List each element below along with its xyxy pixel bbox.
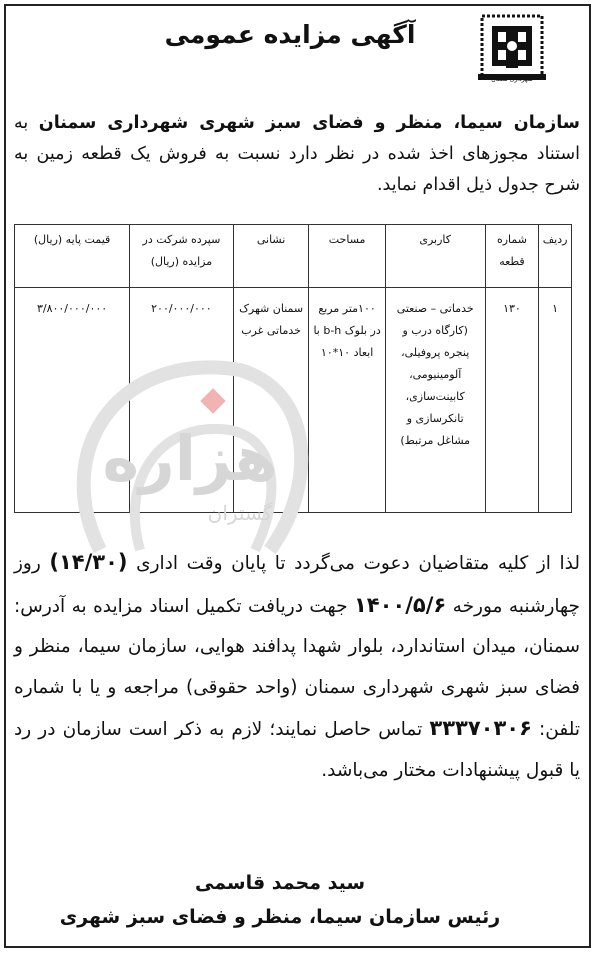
header-area: مساحت <box>309 225 385 288</box>
body-paragraph <box>14 542 580 791</box>
deadline-time: (۱۴/۳۰) <box>49 550 128 574</box>
cell-number: ۱۳۰ <box>485 288 539 513</box>
body-text-1: لذا از کلیه متقاضیان دعوت می‌گردد تا پایان وقت اداری <box>127 553 580 574</box>
header-usage: کاربری <box>385 225 485 288</box>
header-address: نشانی <box>233 225 309 288</box>
cell-area: ۱۰۰متر مربع در بلوک b-h با ابعاد ۱۰*۱۰ <box>309 288 385 513</box>
header-base-price: قیمت پایه (ریال) <box>15 225 130 288</box>
body-text-3: جهت دریافت تکمیل اسناد مزایده به آدرس: سمنان، میدان استاندارد، بلوار شهدا پدافند هوایی، سازمان سیما، منظر و فضای سبز شهری شهرداری سمنان (واحد حقوقی) مراجعه و یا با شماره تلفن: <box>14 595 580 740</box>
header-number: شماره قطعه <box>485 225 539 288</box>
header-radif: ردیف <box>539 225 572 288</box>
signer-title: رئیس سازمان سیما، منظر و فضای سبز شهری <box>59 906 501 928</box>
watermark-subtext: گستران <box>207 501 273 525</box>
intro-paragraph <box>14 108 580 201</box>
body-text-2: روز چهارشنبه مورخه <box>14 553 580 617</box>
table-header-row <box>15 225 572 288</box>
notice-title: آگهی مزایده عمومی <box>164 20 416 49</box>
intro-text: به استناد مجوزهای اخذ شده در نظر دارد نسبت به فروش یک قطعه زمین به شرح جدول ذیل اقدام نماید. <box>14 113 580 195</box>
cell-radif: ۱ <box>539 288 572 513</box>
watermark-text: هزاره <box>102 422 278 495</box>
cell-deposit: ۲۰۰/۰۰۰/۰۰۰ <box>130 288 234 513</box>
body-text-4: تماس حاصل نمایند؛ لازم به ذکر است سازمان در رد یا قبول پیشنهادات مختار می‌باشد. <box>14 719 580 781</box>
organization-name: سازمان سیما، منظر و فضای سبز شهری شهرداری سمنان <box>38 113 580 133</box>
municipality-logo-icon <box>478 12 546 84</box>
header-deposit: سپرده شرکت در مزایده (ریال) <box>130 225 234 288</box>
cell-usage: خدماتی – صنعتی (کارگاه درب و پنجره پروفیلی، آلومینیومی، کابینت‌سازی، تانکرسازی و مشاغل مرتبط) <box>385 288 485 513</box>
deadline-date: ۱۴۰۰/۵/۶ <box>353 592 447 617</box>
logo-caption: شهرداری سمنان <box>491 76 533 83</box>
auction-table <box>14 224 572 513</box>
phone-number: ۳۳۳۷۰۳۰۶ <box>429 716 532 740</box>
table-row <box>15 288 572 513</box>
cell-base-price: ۳/۸۰۰/۰۰۰/۰۰۰ <box>15 288 130 513</box>
cell-address: سمنان شهرک خدماتی غرب <box>233 288 309 513</box>
signer-name: سید محمد قاسمی <box>194 872 366 894</box>
